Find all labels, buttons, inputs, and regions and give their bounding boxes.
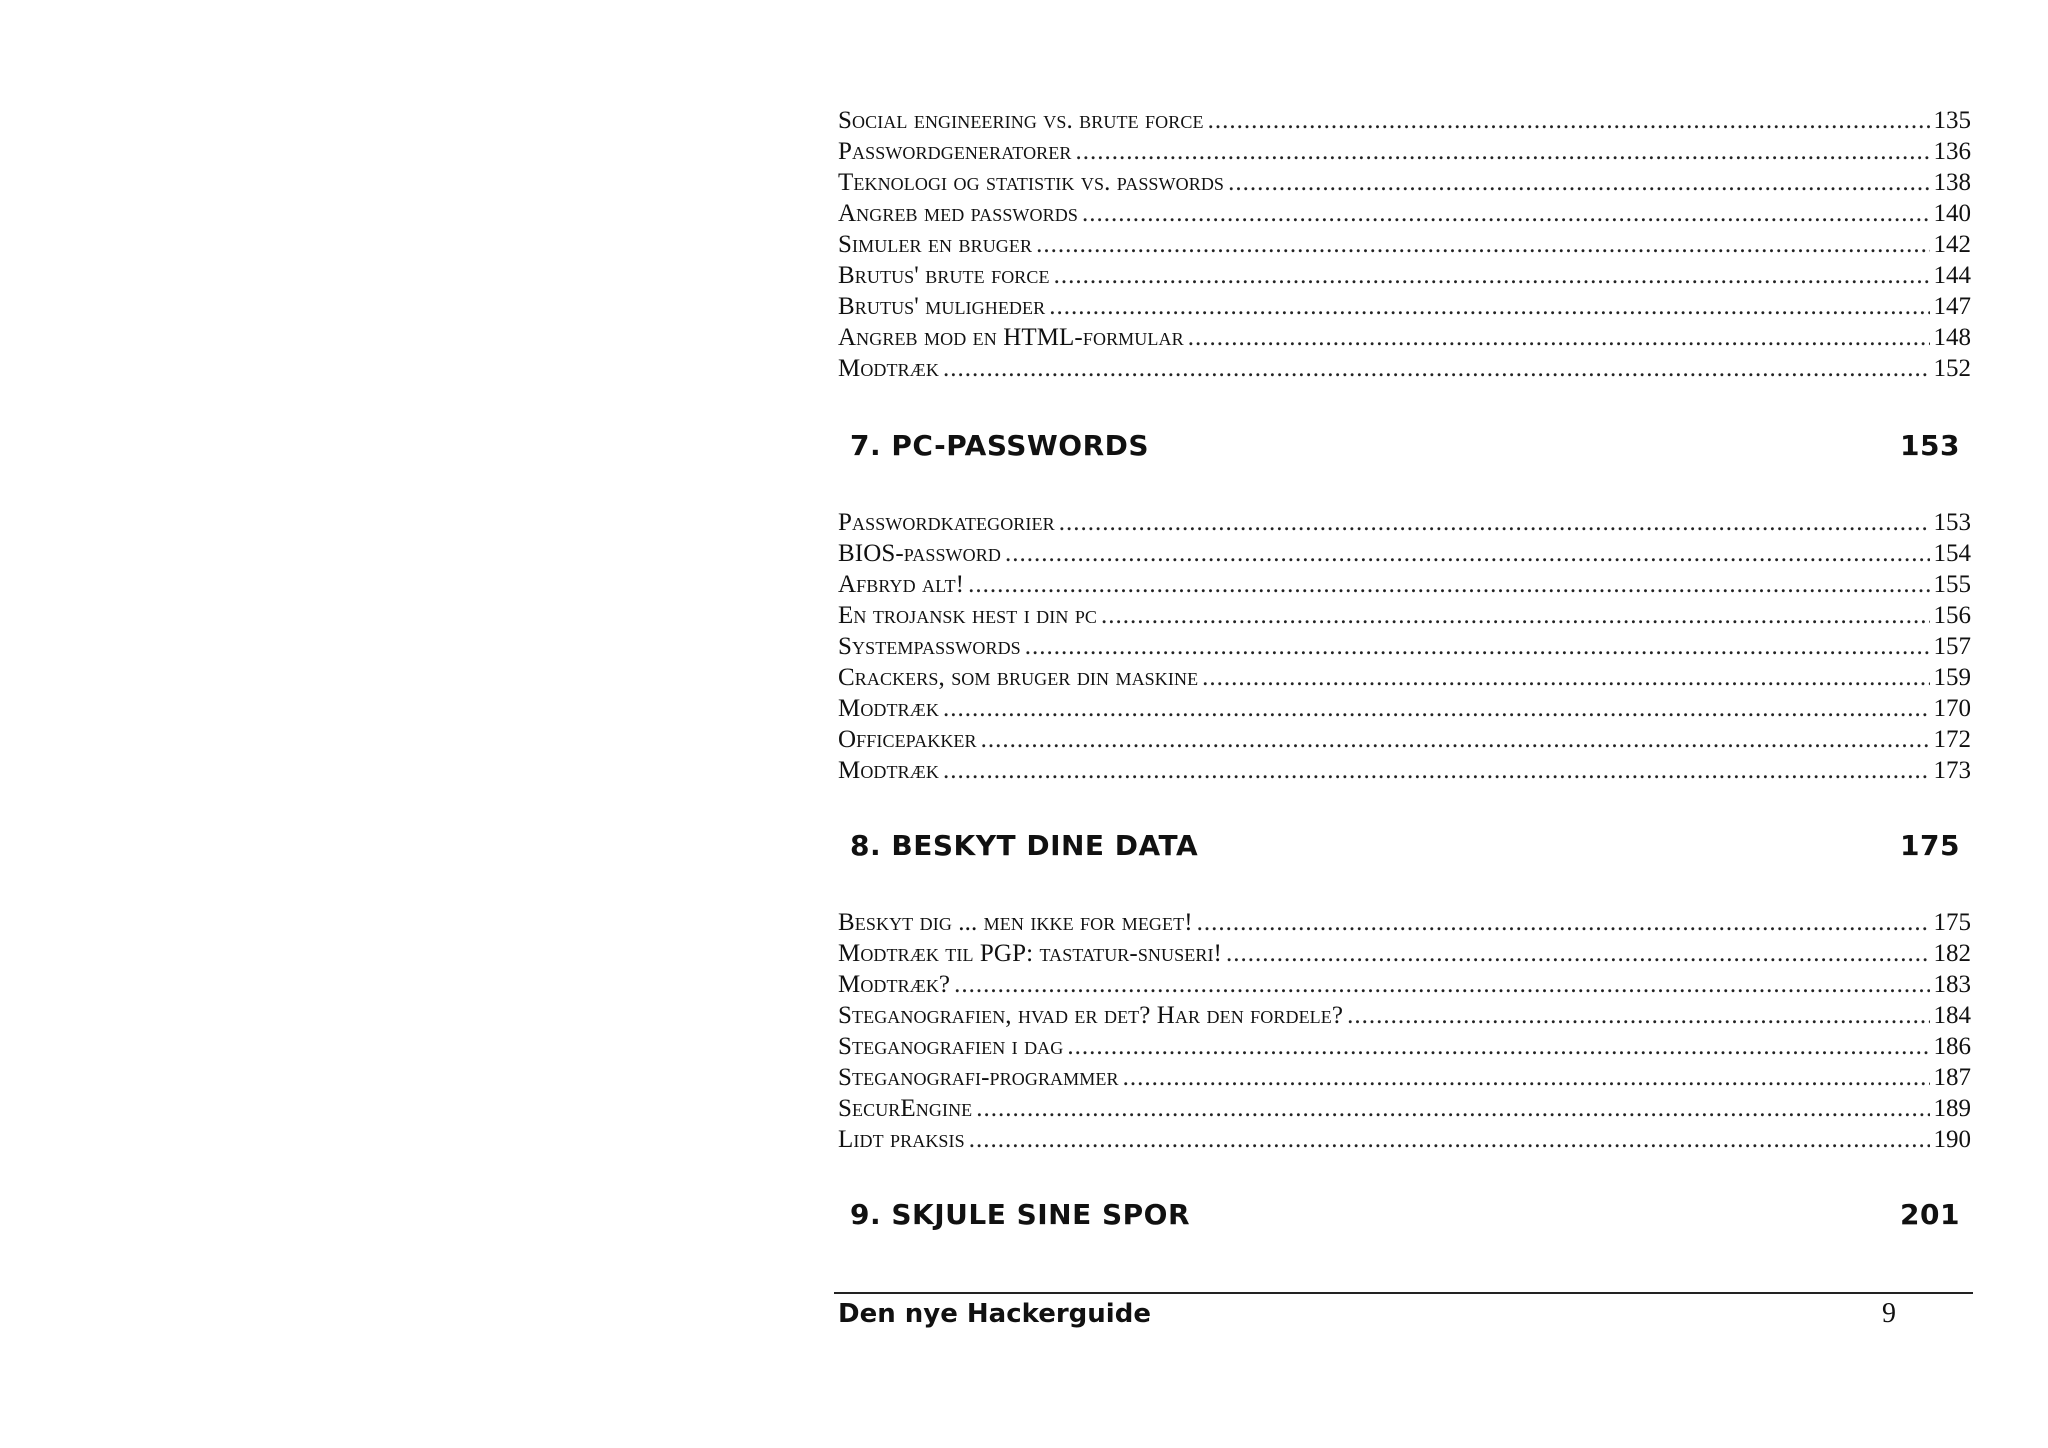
chapter-page: 175: [1900, 829, 1960, 862]
toc-entry-page: 159: [1933, 664, 1971, 691]
dot-leader: [1082, 198, 1930, 229]
toc-entry-page: 152: [1933, 355, 1971, 382]
toc-entry-page: 186: [1933, 1033, 1971, 1060]
toc-entry-title: Officepakker: [838, 726, 977, 753]
dot-leader: [969, 1124, 1930, 1155]
toc-entry: [838, 291, 1971, 322]
dot-leader: [1197, 907, 1930, 938]
chapter-page: 201: [1900, 1198, 1960, 1231]
toc-entry-title: Modtræk: [838, 355, 939, 382]
dot-leader: [981, 724, 1930, 755]
dot-leader: [954, 969, 1929, 1000]
toc-entry: [838, 229, 1971, 260]
toc-entry-title: Teknologi og statistik vs. passwords: [838, 169, 1225, 196]
toc-entry-title: Passwordgeneratorer: [838, 138, 1072, 165]
dot-leader: [1059, 507, 1930, 538]
toc-entry-page: 157: [1933, 633, 1971, 660]
toc-entry: [838, 353, 1971, 384]
toc-entry-page: 156: [1933, 602, 1971, 629]
dot-leader: [1228, 167, 1929, 198]
toc-entry: [838, 167, 1971, 198]
toc-entry-title: Crackers, som bruger din maskine: [838, 664, 1199, 691]
chapter-heading: [850, 826, 1960, 866]
dot-leader: [1005, 538, 1930, 569]
dot-leader: [1067, 1031, 1929, 1062]
toc-entry-page: 148: [1933, 324, 1971, 351]
chapter-title: 8. BESKYT DINE DATA: [850, 829, 1199, 862]
toc-entry: [838, 631, 1971, 662]
toc-entry: [838, 260, 1971, 291]
chapter-page: 153: [1900, 429, 1960, 462]
dot-leader: [1036, 229, 1929, 260]
toc-entry-page: 138: [1933, 169, 1971, 196]
toc-entry: [838, 600, 1971, 631]
toc-entry: [838, 1093, 1971, 1124]
toc-entry-title: Brutus' muligheder: [838, 293, 1046, 320]
dot-leader: [1101, 600, 1929, 631]
footer-book-title: Den nye Hackerguide: [838, 1299, 1151, 1329]
toc-entry: [838, 1000, 1971, 1031]
toc-entry-title: Modtræk?: [838, 971, 951, 998]
chapter-title: 9. SKJULE SINE SPOR: [850, 1198, 1191, 1231]
dot-leader: [1025, 631, 1930, 662]
toc-entry-title: En trojansk hest i din pc: [838, 602, 1098, 629]
toc-entry: [838, 755, 1971, 786]
dot-leader: [1347, 1000, 1929, 1031]
dot-leader: [943, 693, 1930, 724]
toc-entry: [838, 1124, 1971, 1155]
dot-leader: [976, 1093, 1929, 1124]
toc-entry-title: Social engineering vs. brute force: [838, 107, 1204, 134]
toc-entry-title: Angreb mod en HTML-formular: [838, 324, 1184, 351]
toc-entry-title: Steganografien, hvad er det? Har den fordele?: [838, 1002, 1344, 1029]
toc-entry-page: 144: [1933, 262, 1971, 289]
toc-entry-page: 136: [1933, 138, 1971, 165]
toc-entry-page: 155: [1933, 571, 1971, 598]
toc-entry: [838, 1031, 1971, 1062]
toc-entry-page: 153: [1933, 509, 1971, 536]
dot-leader: [1202, 662, 1929, 693]
chapter-heading: [850, 426, 1960, 466]
toc-entry-page: 170: [1933, 695, 1971, 722]
toc-entry-title: Steganografi-programmer: [838, 1064, 1119, 1091]
toc-entry: [838, 724, 1971, 755]
toc-entry-title: Modtræk: [838, 757, 939, 784]
dot-leader: [1188, 322, 1930, 353]
footer-divider: [834, 1292, 1973, 1294]
toc-entry-page: 135: [1933, 107, 1971, 134]
toc-entry-title: Brutus' brute force: [838, 262, 1050, 289]
dot-leader: [1054, 260, 1930, 291]
toc-entry: [838, 938, 1971, 969]
chapter-heading: [850, 1195, 1960, 1235]
toc-entry-page: 142: [1933, 231, 1971, 258]
toc-entry: [838, 662, 1971, 693]
toc-entry-title: Steganografien i dag: [838, 1033, 1064, 1060]
toc-entry: [838, 538, 1971, 569]
toc-entry: [838, 322, 1971, 353]
toc-entry-page: 147: [1933, 293, 1971, 320]
toc-entry: [838, 1062, 1971, 1093]
toc-entry-title: Beskyt dig ... men ikke for meget!: [838, 909, 1193, 936]
toc-entry-page: 187: [1933, 1064, 1971, 1091]
toc-entry-page: 175: [1933, 909, 1971, 936]
dot-leader: [1076, 136, 1930, 167]
toc-entry-page: 173: [1933, 757, 1971, 784]
footer-page-number: 9: [1882, 1298, 1896, 1329]
toc-entry: [838, 569, 1971, 600]
toc-entry-title: Passwordkategorier: [838, 509, 1055, 536]
chapter-title: 7. PC-PASSWORDS: [850, 429, 1150, 462]
toc-entry: [838, 969, 1971, 1000]
toc-entry-page: 189: [1933, 1095, 1971, 1122]
toc-entry: [838, 136, 1971, 167]
toc-entry-title: Angreb med passwords: [838, 200, 1078, 227]
toc-entry-title: Simuler en bruger: [838, 231, 1033, 258]
toc-entry-title: BIOS-password: [838, 540, 1001, 567]
dot-leader: [1123, 1062, 1930, 1093]
toc-entry: [838, 105, 1971, 136]
toc-entry: [838, 507, 1971, 538]
toc-entry-title: SecurEngine: [838, 1095, 973, 1122]
toc-entry-title: Afbryd alt!: [838, 571, 965, 598]
toc-entry-page: 140: [1933, 200, 1971, 227]
dot-leader: [968, 569, 1929, 600]
toc-entry-page: 154: [1933, 540, 1971, 567]
dot-leader: [943, 353, 1930, 384]
toc-entry-page: 184: [1933, 1002, 1971, 1029]
dot-leader: [1208, 105, 1930, 136]
toc-entry: [838, 693, 1971, 724]
toc-entry-title: Modtræk til PGP: tastatur-snuseri!: [838, 940, 1222, 967]
toc-entry-title: Modtræk: [838, 695, 939, 722]
dot-leader: [1226, 938, 1930, 969]
toc-entry: [838, 198, 1971, 229]
toc-entry-page: 183: [1933, 971, 1971, 998]
dot-leader: [1049, 291, 1929, 322]
toc-entry-page: 172: [1933, 726, 1971, 753]
toc-entry-title: Systempasswords: [838, 633, 1021, 660]
toc-entry-title: Lidt praksis: [838, 1126, 965, 1153]
toc-entry-page: 182: [1933, 940, 1971, 967]
dot-leader: [943, 755, 1930, 786]
toc-entry-page: 190: [1933, 1126, 1971, 1153]
toc-entry: [838, 907, 1971, 938]
